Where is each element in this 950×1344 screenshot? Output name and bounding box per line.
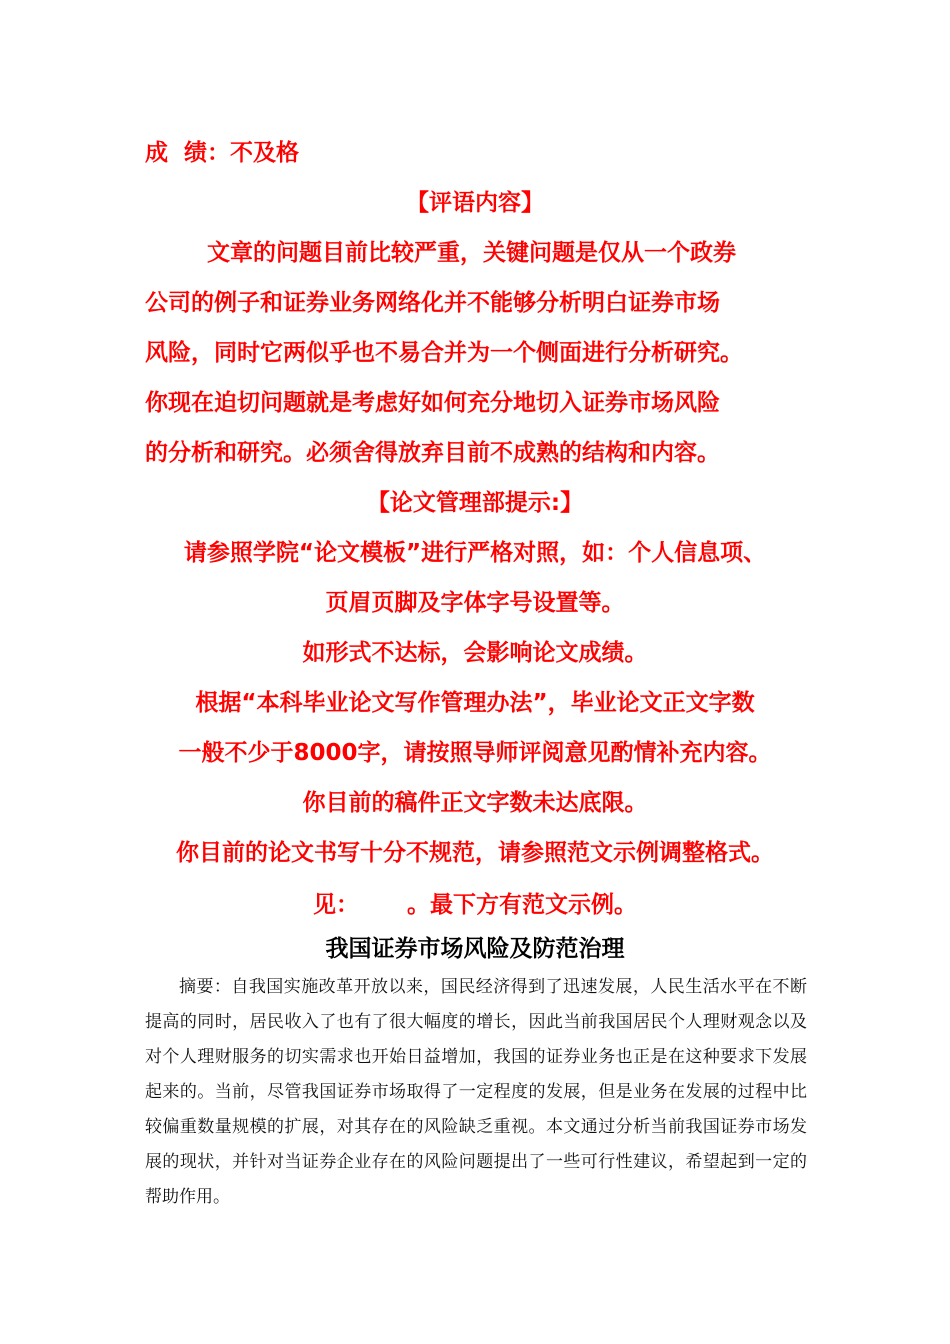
notice-line: 见： 。最下方有范文示例。 bbox=[312, 892, 638, 918]
paper-title: 我国证券市场风险及防范治理 bbox=[325, 936, 625, 962]
grade-line bbox=[145, 134, 299, 167]
comment-line: 文章的问题目前比较严重，关键问题是仅从一个政券 bbox=[207, 240, 736, 266]
comment-line: 公司的例子和证券业务网络化并不能够分析明白证券市场 bbox=[145, 290, 720, 316]
notice-line: 页眉页脚及字体字号设置等。 bbox=[325, 590, 625, 616]
notice-line: 根据“本科毕业论文写作管理办法”，毕业论文正文字数 bbox=[195, 690, 755, 716]
paper-abstract: 摘要：自我国实施改革开放以来，国民经济得到了迅速发展，人民生活水平在不断提高的同时，居民收入了也有了很大幅度的增长，因此当前我国居民个人理财观念以及对个人理财服务的切实需求也开始日益增加，我国的证券业务也正是在这种要求下发展起来的。当前，尽管我国证券市场取得了一定程度的发展，但是业务在发展的过程中比较偏重数量规模的扩展，对其存在的风险缺乏重视。本文通过分析当前我国证券市场发展的现状，并针对当证券企业存在的风险问题提出了一些可行性建议，希望起到一定的帮助作用。 bbox=[145, 977, 807, 1207]
comments-heading: 【评语内容】 bbox=[406, 190, 544, 216]
notice-line: 一般不少于8000字，请按照导师评阅意见酌情补充内容。 bbox=[178, 740, 772, 766]
notice-line: 你目前的论文书写十分不规范，请参照范文示例调整格式。 bbox=[176, 840, 774, 866]
comment-line: 风险，同时它两似乎也不易合并为一个侧面进行分析研究。 bbox=[145, 340, 743, 366]
comment-line: 你现在迫切问题就是考虑好如何充分地切入证券市场风险 bbox=[145, 390, 720, 416]
grade-value: 不及格 bbox=[230, 140, 300, 166]
notice-line: 如形式不达标，会影响论文成绩。 bbox=[302, 640, 648, 666]
comment-line: 的分析和研究。必须舍得放弃目前不成熟的结构和内容。 bbox=[145, 440, 720, 466]
grade-label: 成 绩： bbox=[145, 140, 231, 166]
notice-heading: 【论文管理部提示:】 bbox=[366, 490, 584, 516]
notice-line: 你目前的稿件正文字数未达底限。 bbox=[302, 790, 648, 816]
notice-line: 请参照学院“论文模板”进行严格对照，如：个人信息项、 bbox=[183, 540, 767, 566]
